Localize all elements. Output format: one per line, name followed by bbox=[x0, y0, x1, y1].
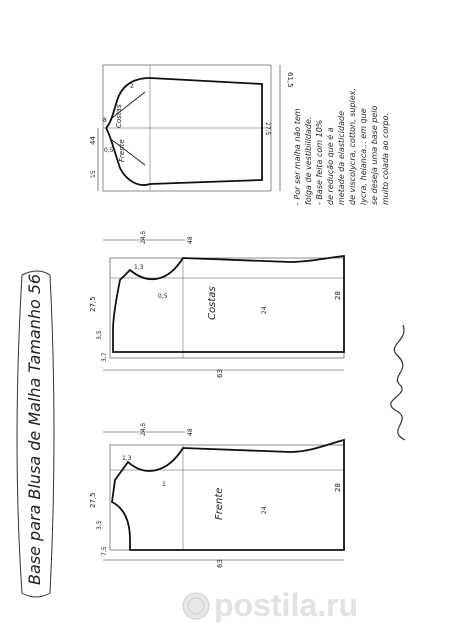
back-shoulder-dim: 24,5 bbox=[140, 230, 147, 244]
front-label: Frente bbox=[214, 487, 225, 520]
sleeve-width-dim: 27,5 bbox=[264, 122, 271, 136]
front-1-dim: 1 bbox=[162, 481, 166, 488]
pattern-title: Base para Blusa de Malha Tamanho 56 bbox=[25, 273, 44, 585]
note-line: metade da elasticidade bbox=[337, 111, 346, 205]
back-05-dim: 0,5 bbox=[158, 293, 168, 300]
note-line: - Por ser malha não tem bbox=[293, 108, 302, 205]
sleeve-cap-height-dim: 44 bbox=[89, 136, 97, 145]
back-24-dim: 24 bbox=[261, 306, 268, 314]
front-35-dim: 3,5 bbox=[96, 520, 103, 530]
back-28-dim: 28 bbox=[334, 291, 342, 300]
note-line: de viscolycra, cotton, suplex, bbox=[348, 88, 357, 205]
back-13-dim: 1,3 bbox=[134, 264, 144, 271]
front-75-dim: 7,5 bbox=[101, 546, 108, 556]
front-24-dim: 24 bbox=[261, 506, 268, 514]
note-line: se deseja uma base pelo bbox=[370, 105, 379, 205]
note-line: folga de vestibilidade. bbox=[304, 116, 313, 205]
sleeve-05-dim: 0,5 bbox=[104, 147, 114, 154]
back-35-dim: 3,5 bbox=[96, 330, 103, 340]
front-length-dim: 63 bbox=[216, 559, 224, 568]
front-13-dim: 1,3 bbox=[122, 455, 132, 462]
front-48-dim: 48 bbox=[187, 428, 194, 436]
note-line: - Base feita com 10% bbox=[315, 119, 324, 205]
front-28-dim: 28 bbox=[334, 483, 342, 492]
back-label: Costas bbox=[207, 286, 218, 320]
sleeve-2-dim: 2 bbox=[130, 83, 134, 90]
note-line: muito colada ao corpo. bbox=[381, 112, 390, 205]
note-line: de redução que é a bbox=[326, 127, 335, 205]
watermark-text: postila.ru bbox=[214, 587, 359, 623]
sleeve-15-dim: 15 bbox=[90, 170, 97, 178]
sleeve-length-dim: 61,5 bbox=[286, 72, 294, 88]
note-line: lycra, helanca... em que bbox=[359, 108, 368, 205]
sleeve-8-dim: 8 bbox=[103, 117, 107, 124]
watermark-logo-icon bbox=[183, 593, 209, 619]
back-length-dim: 63 bbox=[216, 369, 224, 378]
back-48-dim: 48 bbox=[187, 236, 194, 244]
front-side-dim: 27,5 bbox=[89, 492, 97, 508]
sleeve-front-label: Frente bbox=[118, 139, 126, 162]
sleeve-cap-label: Costas bbox=[115, 104, 123, 128]
front-shoulder-dim: 24,5 bbox=[140, 422, 147, 436]
back-side-dim: 27,5 bbox=[89, 296, 97, 312]
back-neck-dim: 3,7 bbox=[101, 352, 108, 362]
